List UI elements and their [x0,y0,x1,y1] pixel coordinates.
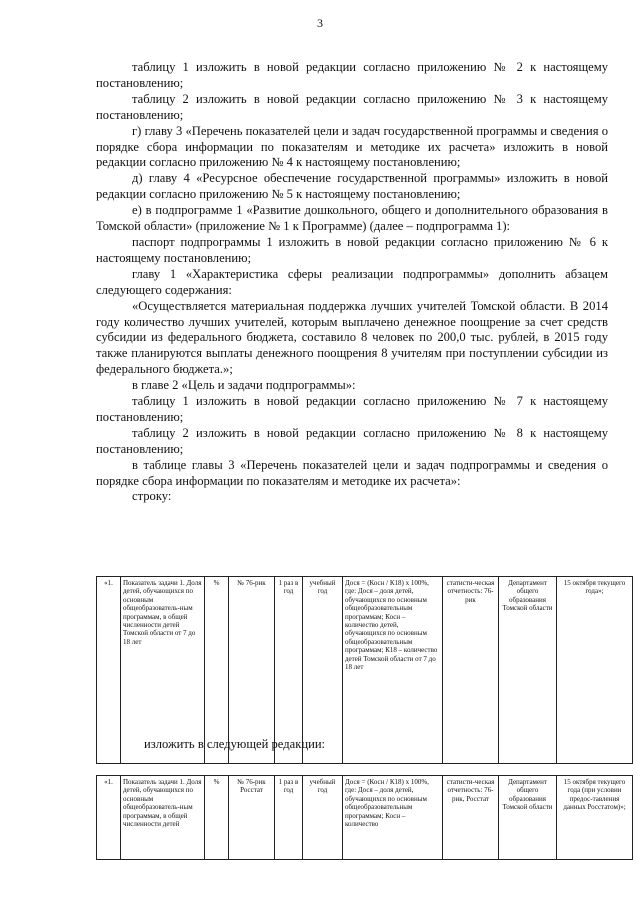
form-cell: № 76-рик Росстат [229,776,275,860]
unit-cell: % [205,577,229,764]
deadline-cell: 15 октября текущего года»; [557,577,633,764]
paragraph: в главе 2 «Цель и задачи подпрограммы»: [132,378,356,393]
source-cell: статисти-ческая отчетность: 76-рик [443,577,499,764]
period-cell: учебный год [303,776,343,860]
paragraph: «Осуществляется материальная поддержка лучших учителей Томской области. В 2014 году количество лучших учителей, которым выплачено денежное поощрение за счет средств субсидии из федерального бюджета, составило 8 человек по 200,0 тыс. рублей, в 2015 году также планируются выплаты денежного поощрения 8 учителям при поступлении субсидии из федерального бюджета.»; [96,298,608,377]
frequency-cell: 1 раз в год [275,577,303,764]
page-number: 3 [317,16,323,30]
deadline-cell: 15 октября текущего года (при условии предос-тавления данных Росстатом)»; [557,776,633,860]
unit-cell: % [205,776,229,860]
paragraph: е) в подпрограмме 1 «Развитие дошкольного, общего и дополнительного образования в Томской области» (приложение № 1 к Программе) (далее – подпрограмма 1): [96,203,608,234]
responsible-cell: Департамент общего образования Томской области [499,577,557,764]
paragraph: г) главу 3 «Перечень показателей цели и задач государственной программы и сведения о порядке сбора информации по показателям и методике их расчета» изложить в новой редакции согласно приложению № 4 к настоящему постановлению; [96,123,608,170]
formula-cell: Дося = (Косн / К18) х 100%, где: Дося – доля детей, обучающихся по основным общеобразовательным программам; Косн – количество [343,776,443,860]
paragraph: таблицу 2 изложить в новой редакции согласно приложению № 3 к настоящему постановлению; [96,91,608,122]
replacement-intro: изложить в следующей редакции: [144,737,326,751]
new-row-table [96,775,633,860]
paragraph: строку: [132,489,172,504]
responsible-cell: Департамент общего образования Томской области [499,776,557,860]
old-row-table [96,576,633,764]
row-number: «1. [97,577,121,764]
paragraph: паспорт подпрограммы 1 изложить в новой редакции согласно приложению № 6 к настоящему постановлению; [96,234,608,265]
table-row [97,577,633,764]
source-cell: статисти-ческая отчетность: 76-рик, Росстат [443,776,499,860]
paragraph: таблицу 2 изложить в новой редакции согласно приложению № 8 к настоящему постановлению; [96,425,608,456]
form-cell: № 76-рик [229,577,275,764]
paragraph: таблицу 1 изложить в новой редакции согласно приложению № 7 к настоящему постановлению; [96,394,608,424]
frequency-cell: 1 раз в год [275,776,303,860]
indicator-cell: Показатель задачи 1. Доля детей, обучающихся по основным общеобразователь-ным программам, в общей численности детей Томской области от 7 до 18 лет [121,577,205,764]
indicator-cell: Показатель задачи 1. Доля детей, обучающихся по основным общеобразователь-ным программам, в общей численности детей [121,776,205,860]
body-text [96,60,608,505]
paragraph: в таблице главы 3 «Перечень показателей цели и задач подпрограммы и сведения о порядке сбора информации по показателям и методике их расчета»: [96,457,608,488]
paragraph: таблицу 1 изложить в новой редакции согласно приложению № 2 к настоящему постановлению; [96,60,608,90]
table-row [97,776,633,860]
formula-cell: Дося = (Косн / К18) х 100%, где: Дося – доля детей, обучающихся по основным общеобразовательным программам; Косн – количество детей, обучающихся по основным общеобразовательным программам; К18 – количество детей Томской области от 7 до 18 лет [343,577,443,764]
period-cell: учебный год [303,577,343,764]
paragraph: д) главу 4 «Ресурсное обеспечение государственной программы» изложить в новой редакции согласно приложению № 5 к настоящему постановлению; [96,171,608,202]
row-number: «1. [97,776,121,860]
paragraph: главу 1 «Характеристика сферы реализации подпрограммы» дополнить абзацем следующего содержания: [96,266,608,297]
